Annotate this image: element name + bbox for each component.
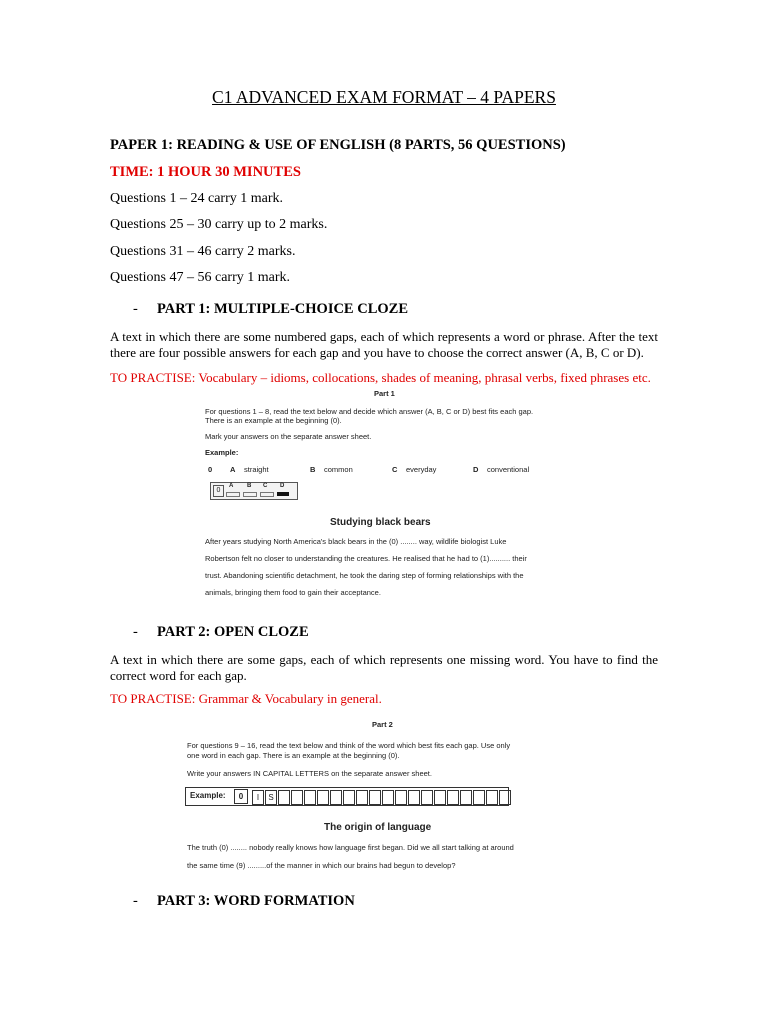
grid-cell: I <box>252 790 264 805</box>
part2-practise: TO PRACTISE: Grammar & Vocabulary in general. <box>110 691 382 706</box>
image-mark-instruction: Mark your answers on the separate answer sheet. <box>205 432 372 441</box>
grid-cell <box>304 790 316 805</box>
grid-cell <box>369 790 381 805</box>
bullet-dash: - <box>133 624 138 640</box>
grid-cell <box>291 790 303 805</box>
part1-heading-text: PART 1: MULTIPLE-CHOICE CLOZE <box>157 301 408 317</box>
bubble <box>260 492 274 497</box>
bubble <box>243 492 257 497</box>
part1-practise: TO PRACTISE: Vocabulary – idioms, collocations, shades of meaning, phrasal verbs, fixed phrases etc. <box>110 370 651 385</box>
part2-heading-text: PART 2: OPEN CLOZE <box>157 624 309 640</box>
grid-example-number: 0 <box>234 789 248 804</box>
question-line: Questions 31 – 46 carry 2 marks. <box>110 244 296 259</box>
question-line: Questions 25 – 30 carry up to 2 marks. <box>110 217 328 232</box>
bubble-filled <box>277 492 289 496</box>
option-word: common <box>324 465 353 474</box>
option-word: conventional <box>487 465 530 474</box>
grid-cell: S <box>265 790 277 805</box>
image-example-number: 0 <box>208 465 213 474</box>
image-instruction: one word in each gap. There is an example at the beginning (0). <box>187 751 400 760</box>
answer-sheet-number: 0 <box>213 485 224 497</box>
image-instruction: For questions 9 – 16, read the text below and think of the word which best fits each gap. Use only <box>187 741 511 750</box>
part2-description: A text in which there are some gaps, each of which represents one missing word. You have to find the correct word for each gap. <box>110 652 658 683</box>
image-text-title: The origin of language <box>324 822 432 833</box>
grid-example-label: Example: <box>190 791 226 800</box>
bubble <box>226 492 240 497</box>
option-letter: D <box>473 465 479 474</box>
sheet-letter: D <box>280 483 285 489</box>
grid-cell <box>460 790 472 805</box>
image-text-line: Robertson felt no closer to understanding the creatures. He realised that he had to (1).......... their <box>205 554 527 563</box>
paper1-heading: PAPER 1: READING & USE OF ENGLISH (8 PARTS, 56 QUESTIONS) <box>110 137 566 153</box>
grid-cell <box>356 790 368 805</box>
part1-description: A text in which there are some numbered gaps, each of which represents a word or phrase. After the text there are four possible answers for each gap and you have to choose the correct answer (A, B, C or D). <box>110 329 658 360</box>
image-text-title: Studying black bears <box>330 517 431 528</box>
bullet-dash: - <box>133 893 138 909</box>
bullet-dash: - <box>133 301 138 317</box>
image-text-line: trust. Abandoning scientific detachment, he took the daring step of forming relationships with the <box>205 571 524 580</box>
grid-cell <box>382 790 394 805</box>
image-text-line: The truth (0) ........ nobody really knows how language first began. Did we all start talking at around <box>187 843 514 852</box>
answer-grid <box>185 787 509 806</box>
part3-heading <box>133 893 355 910</box>
sheet-letter: A <box>229 483 234 489</box>
grid-cells <box>252 789 512 807</box>
image-instruction: There is an example at the beginning (0). <box>205 416 342 425</box>
option-word: everyday <box>406 465 437 474</box>
image-part-label: Part 1 <box>374 389 395 398</box>
part2-example-image <box>182 714 582 878</box>
grid-cell <box>343 790 355 805</box>
part3-heading-text: PART 3: WORD FORMATION <box>157 893 355 909</box>
option-word: straight <box>244 465 269 474</box>
option-letter: A <box>230 465 236 474</box>
sheet-letter: B <box>247 483 252 489</box>
grid-cell <box>434 790 446 805</box>
image-example-label: Example: <box>205 448 239 457</box>
image-text-line: the same time (9) .........of the manner in which our brains had begun to develop? <box>187 861 456 870</box>
grid-cell <box>395 790 407 805</box>
image-text-line: animals, bringing them food to gain their acceptance. <box>205 588 381 597</box>
image-part-label: Part 2 <box>372 720 393 729</box>
grid-cell <box>408 790 420 805</box>
grid-cell <box>421 790 433 805</box>
grid-cell <box>486 790 498 805</box>
grid-cell <box>473 790 485 805</box>
grid-cell <box>499 790 511 805</box>
question-line: Questions 1 – 24 carry 1 mark. <box>110 191 284 206</box>
option-letter: B <box>310 465 316 474</box>
part1-heading <box>133 301 408 318</box>
option-letter: C <box>392 465 398 474</box>
answer-sheet-example <box>210 482 298 500</box>
grid-cell <box>330 790 342 805</box>
question-line: Questions 47 – 56 carry 1 mark. <box>110 270 291 285</box>
grid-cell <box>447 790 459 805</box>
grid-cell <box>278 790 290 805</box>
paper1-time: TIME: 1 HOUR 30 MINUTES <box>110 164 301 180</box>
grid-cell <box>317 790 329 805</box>
part2-heading <box>133 624 309 641</box>
sheet-letter: C <box>263 483 268 489</box>
page-title: C1 ADVANCED EXAM FORMAT – 4 PAPERS <box>212 87 556 107</box>
part1-example-image <box>200 386 570 600</box>
image-instruction: For questions 1 – 8, read the text below and decide which answer (A, B, C or D) best fits each gap. <box>205 407 534 416</box>
image-write-instruction: Write your answers IN CAPITAL LETTERS on the separate answer sheet. <box>187 769 432 778</box>
image-text-line: After years studying North America's black bears in the (0) ........ way, wildlife biologist Luke <box>205 537 507 546</box>
